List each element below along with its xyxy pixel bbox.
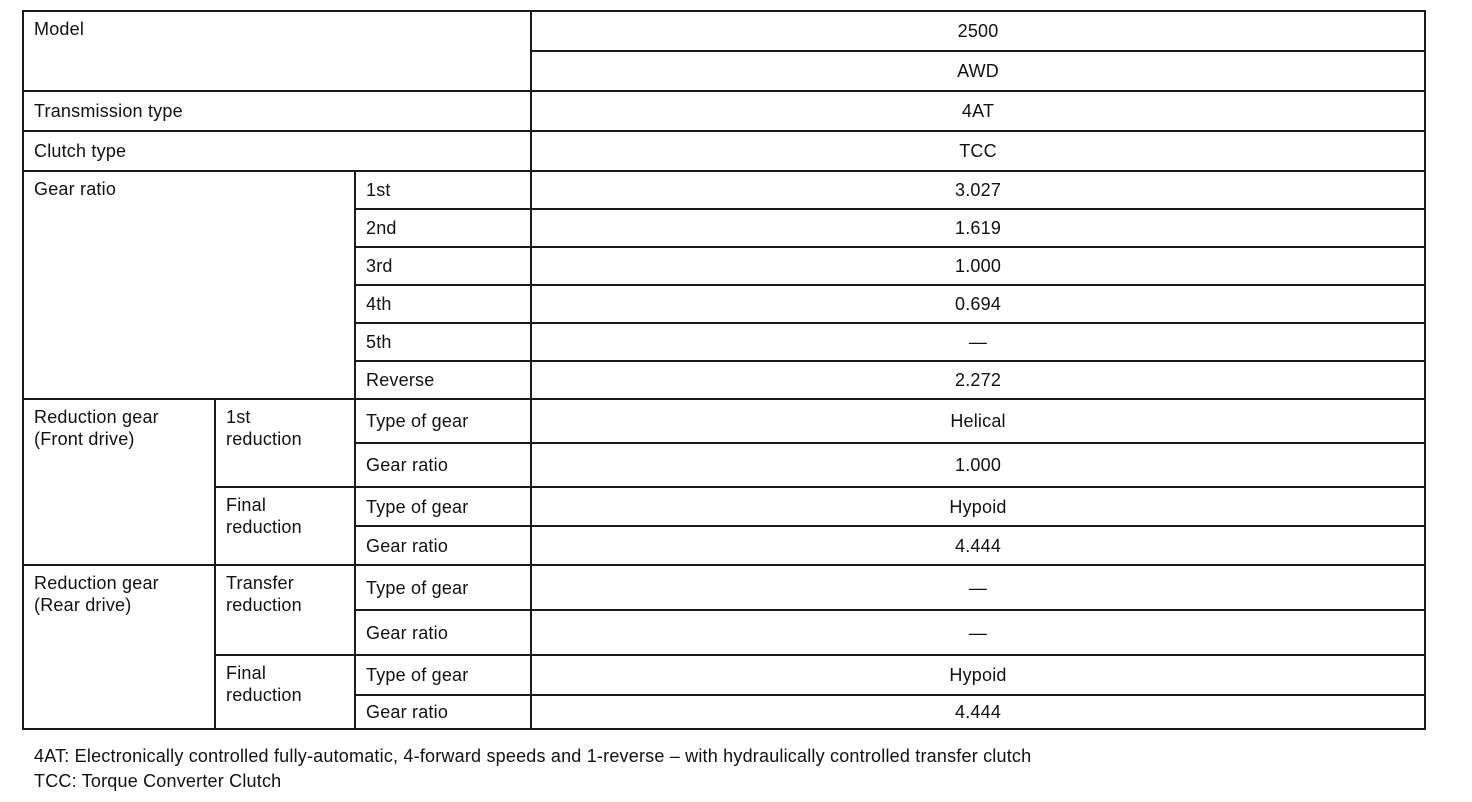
type-of-gear-label: Type of gear: [355, 487, 531, 526]
clutch-type-label: Clutch type: [23, 131, 531, 171]
front-first-reduction-label: [215, 399, 355, 487]
transmission-type-value: 4AT: [531, 91, 1425, 131]
gear-ratio-value: 2.272: [531, 361, 1425, 399]
gear-ratio-value: 0.694: [531, 285, 1425, 323]
front-reduction-gear-label: [23, 399, 215, 565]
table-row: [23, 91, 1425, 131]
rear-final-line1: Final: [226, 663, 267, 683]
table-row: [23, 11, 1425, 51]
gear-ratio-row-label: Gear ratio: [355, 526, 531, 565]
gear-name: 2nd: [355, 209, 531, 247]
front-final-line1: Final: [226, 495, 267, 515]
rear-final-reduction-label: [215, 655, 355, 729]
type-of-gear-value: Helical: [531, 399, 1425, 443]
type-of-gear-label: Type of gear: [355, 565, 531, 610]
gear-ratio-value: 3.027: [531, 171, 1425, 209]
table-row: [23, 399, 1425, 443]
gear-name: 4th: [355, 285, 531, 323]
footnote-tcc: TCC: Torque Converter Clutch: [34, 771, 282, 791]
rear-final-line2: reduction: [226, 685, 302, 705]
gear-name: 1st: [355, 171, 531, 209]
clutch-type-value: TCC: [531, 131, 1425, 171]
transmission-type-label: Transmission type: [23, 91, 531, 131]
gear-ratio-row-value: 4.444: [531, 526, 1425, 565]
rear-label-line2: (Rear drive): [34, 595, 132, 615]
gear-ratio-value: 1.619: [531, 209, 1425, 247]
rear-label-line1: Reduction gear: [34, 573, 159, 593]
footnotes: [34, 744, 1031, 794]
type-of-gear-label: Type of gear: [355, 655, 531, 695]
type-of-gear-value: Hypoid: [531, 487, 1425, 526]
front-label-line2: (Front drive): [34, 429, 135, 449]
rear-transfer-line2: reduction: [226, 595, 302, 615]
drive-value: AWD: [531, 51, 1425, 91]
footnote-4at: 4AT: Electronically controlled fully-automatic, 4-forward speeds and 1-reverse – with hydraulically controlled transfer clutch: [34, 746, 1032, 766]
front-label-line1: Reduction gear: [34, 407, 159, 427]
gear-ratio-value: 1.000: [531, 247, 1425, 285]
gear-ratio-value: —: [531, 323, 1425, 361]
gear-ratio-row-label: Gear ratio: [355, 443, 531, 487]
gear-ratio-row-value: —: [531, 610, 1425, 655]
gear-ratio-row-value: 1.000: [531, 443, 1425, 487]
gear-ratio-row-label: Gear ratio: [355, 695, 531, 729]
rear-reduction-gear-label: [23, 565, 215, 729]
table-row: [23, 487, 1425, 526]
gear-ratio-row-value: 4.444: [531, 695, 1425, 729]
gear-name: 3rd: [355, 247, 531, 285]
front-final-reduction-label: [215, 487, 355, 565]
rear-transfer-line1: Transfer: [226, 573, 294, 593]
gear-ratio-label: Gear ratio: [23, 171, 355, 399]
table-row: [23, 655, 1425, 695]
rear-transfer-reduction-label: [215, 565, 355, 655]
type-of-gear-value: —: [531, 565, 1425, 610]
type-of-gear-label: Type of gear: [355, 399, 531, 443]
table-row: [23, 565, 1425, 610]
table-row: [23, 171, 1425, 209]
model-label: Model: [23, 11, 531, 91]
gear-ratio-row-label: Gear ratio: [355, 610, 531, 655]
specification-table: [22, 10, 1426, 730]
table-row: [23, 131, 1425, 171]
type-of-gear-value: Hypoid: [531, 655, 1425, 695]
gear-name: Reverse: [355, 361, 531, 399]
front-final-line2: reduction: [226, 517, 302, 537]
spec-sheet: [22, 10, 1424, 730]
front-first-line2: reduction: [226, 429, 302, 449]
gear-name: 5th: [355, 323, 531, 361]
front-first-line1: 1st: [226, 407, 251, 427]
model-value: 2500: [531, 11, 1425, 51]
